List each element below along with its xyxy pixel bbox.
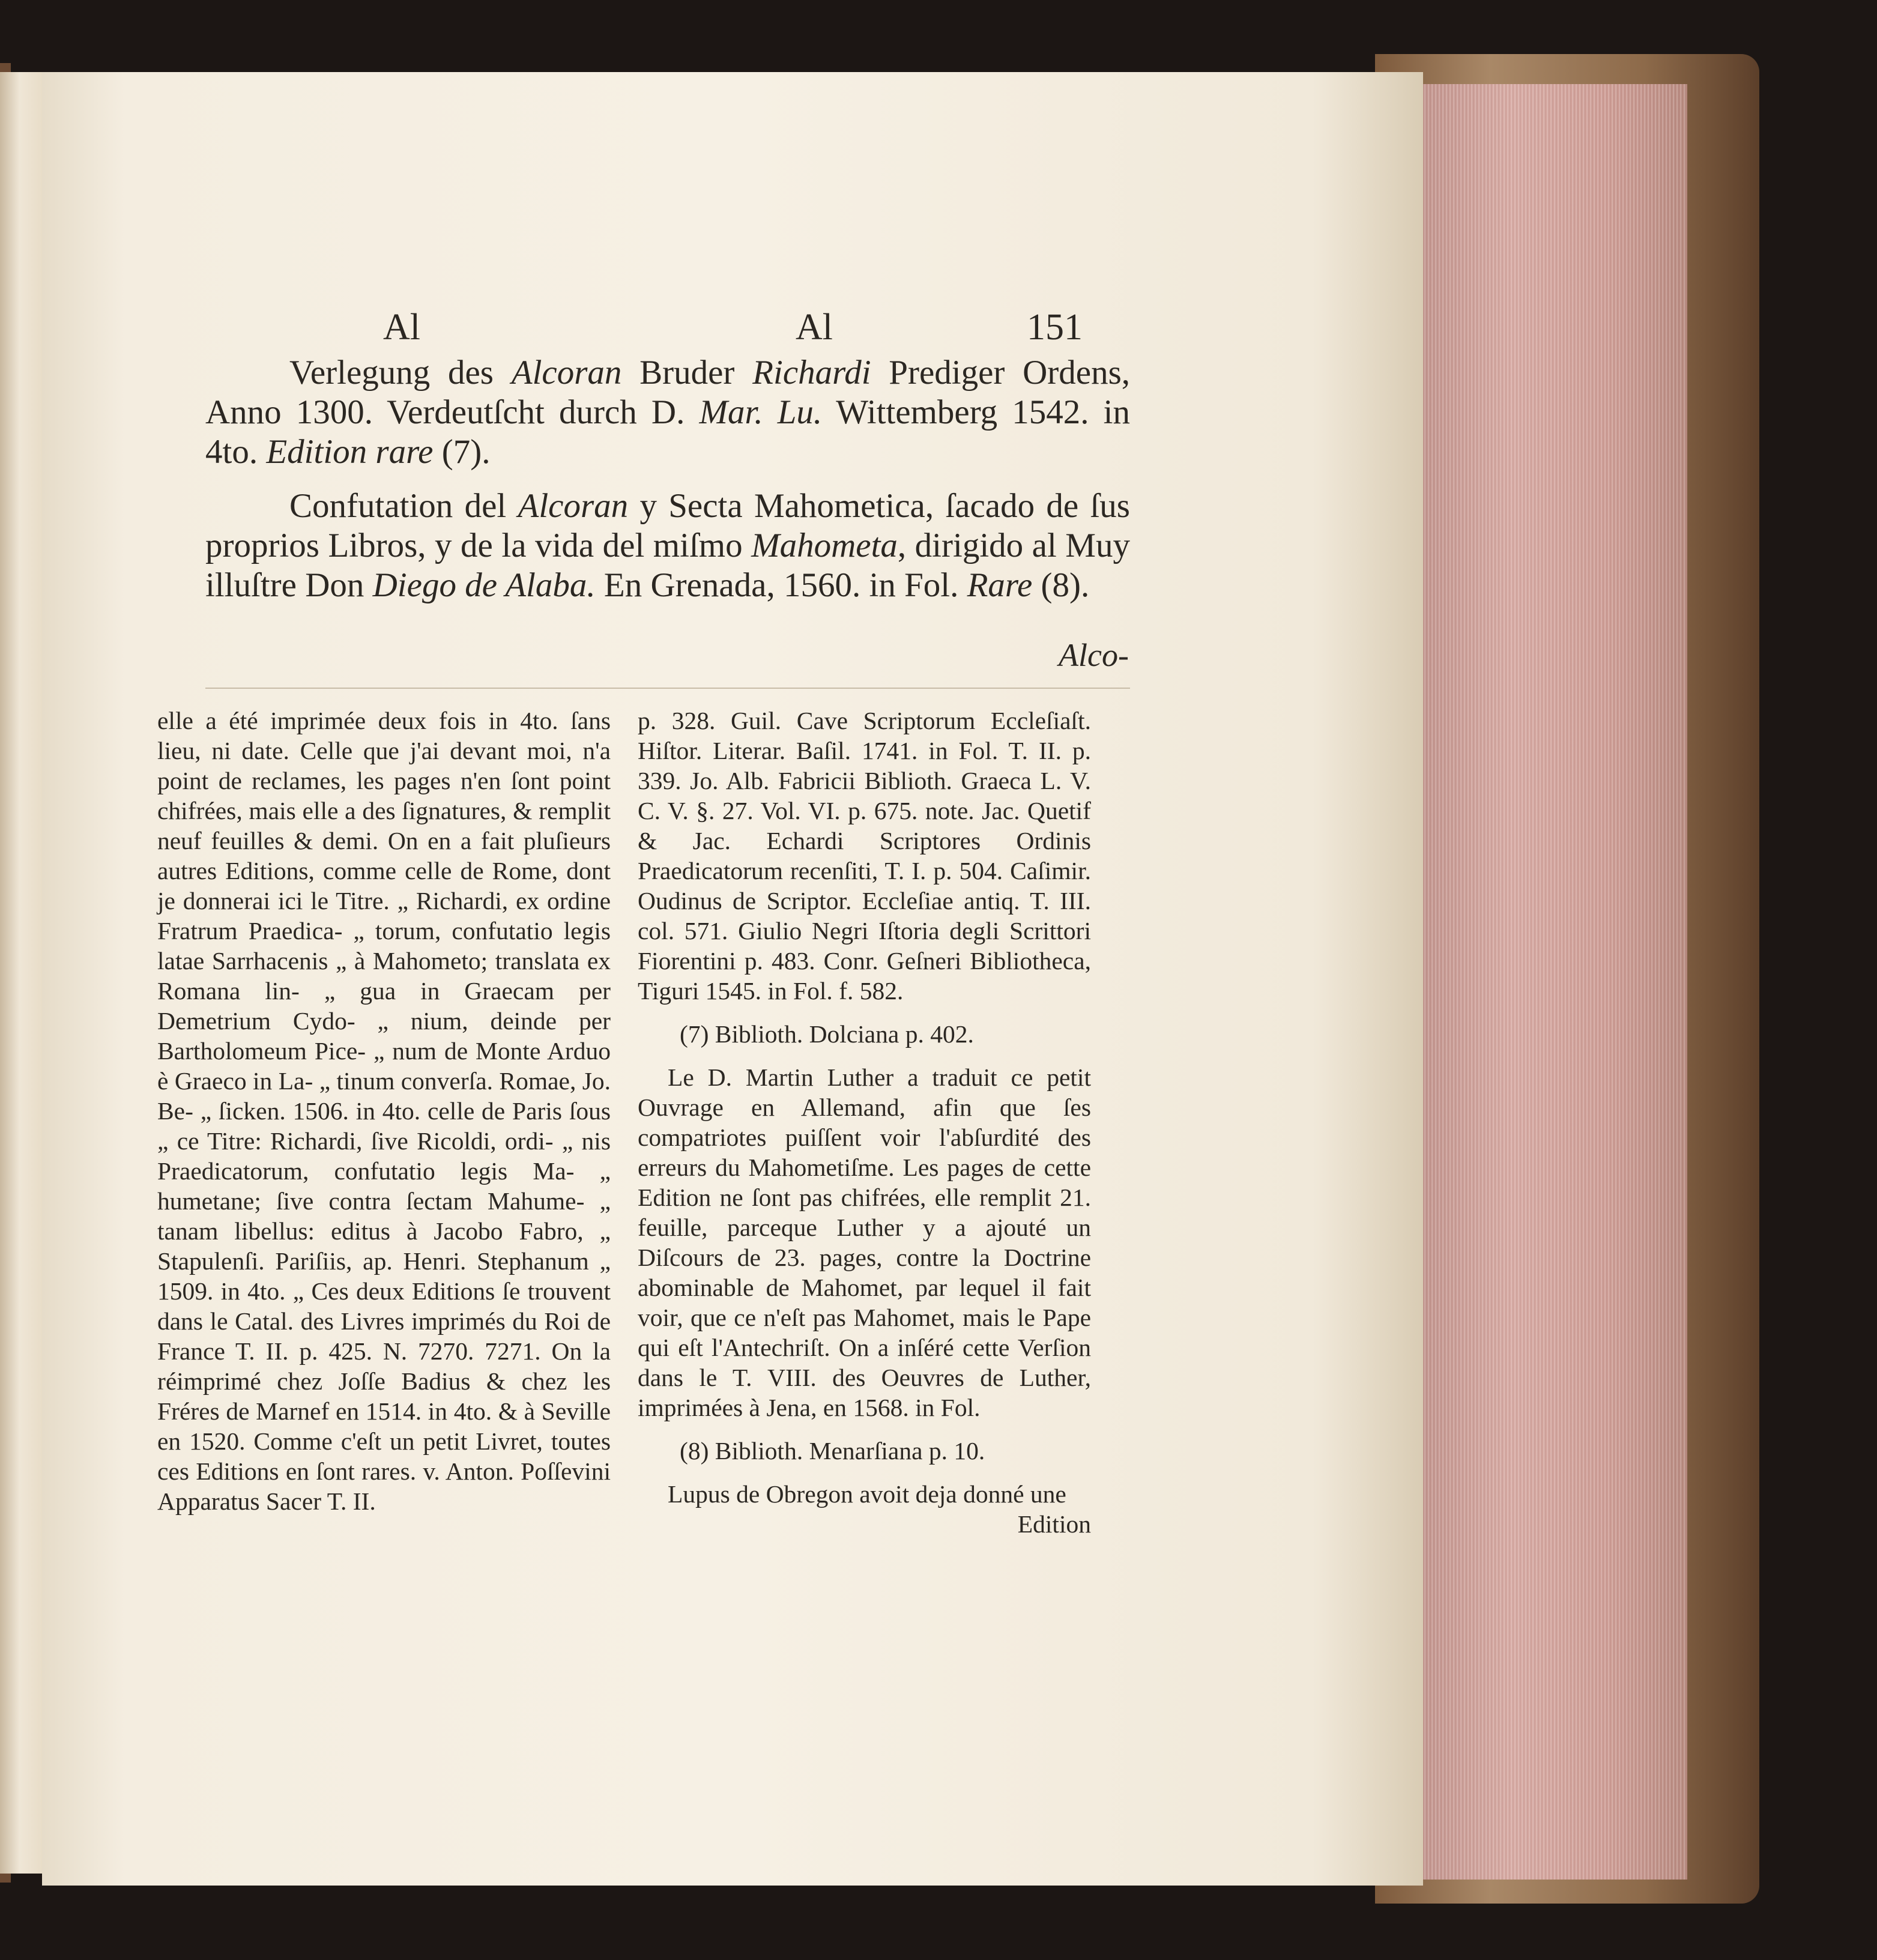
running-head-left: Al — [383, 307, 420, 348]
entry-text: Bruder — [621, 354, 753, 392]
entry-text: (7). — [433, 433, 491, 471]
entry-text: , dirigido al Muy illuſtre Don — [205, 527, 1130, 604]
catchword: Alco- — [1059, 637, 1129, 673]
entry-italic: Mar. Lu. — [699, 393, 823, 431]
entry-text: Verlegung des — [289, 354, 512, 392]
footnote-rule — [205, 688, 1130, 689]
entry-text: (8). — [1032, 566, 1090, 604]
entry-italic: Alcoran — [511, 354, 622, 392]
running-head-center: Al — [796, 307, 833, 348]
entry-italic: Edition rare — [266, 433, 434, 471]
bibliography-entry — [205, 486, 1130, 605]
entry-italic: Mahometa — [751, 527, 898, 564]
entry-italic: Richardi — [752, 354, 871, 392]
entry-text: En Grenada, 1560. in Fol. — [595, 566, 967, 604]
footnote-text: elle a été imprimée deux fois in 4to. ſans lieu, ni date. Celle que j'ai devant moi, n'a point de reclames, les pages n'en ſont point chifrées, mais elle a des ſignatures, & remplit neuf feuilles & demi. On en a fait pluſieurs autres Editions, comme celle de Rome, dont je donnerai ici le Titre. „ Richardi, ex ordine Fratrum Praedica- „ torum, confutatio legis latae Sarrhacenis „ à Mahometo; translata ex Romana lin- „ gua in Graecam per Demetrium Cydo- „ nium, deinde per Bartholomeum Pice- „ num de Monte Arduo è Graeco in La- „ tinum converſa. Romae, Jo. Be- „ ſicken. 1506. in 4to. celle de Paris ſous „ ce Titre: Richardi, ſive Ricoldi, ordi- „ nis Praedicatorum, confutatio legis Ma- „ humetane; ſive contra ſectam Mahume- „ tanam libellus: editus à Jacobo Fabro, „ Stapulenſi. Pariſiis, ap. Henri. Stephanum „ 1509. in 4to. „ Ces deux Editions ſe trouvent dans le Catal. des Livres imprimés du Roi de France T. II. p. 425. N. 7270. 7271. On la réimprimé chez Joſſe Badius & chez les Fréres de Marnef en 1514. in 4to. & à Seville en 1520. Comme c'eſt un petit Livret, toutes ces Editions en ſont rares. v. Anton. Poſſevini Apparatus Sacer T. II. — [157, 707, 611, 1515]
entry-text: y Secta Mahometica, ſacado de ſus proprios Libros, y de la vida del miſmo — [205, 487, 1130, 564]
entry-italic: Alcoran — [518, 487, 629, 525]
footnote-text: Lupus de Obregon avoit deja donné une — [668, 1480, 1066, 1508]
footnote-column-right — [638, 706, 1091, 1539]
page-text — [42, 72, 1423, 1886]
book-page — [42, 72, 1423, 1886]
bibliography-entry — [205, 353, 1130, 472]
entry-text: Confutation del — [289, 487, 518, 525]
footnote-heading: (8) Biblioth. Menarſiana p. 10. — [680, 1437, 985, 1465]
entry-italic: Rare — [967, 566, 1033, 604]
footnote-text: p. 328. Guil. Cave Scriptorum Eccleſiaſt. Hiſtor. Literar. Baſil. 1741. in Fol. T. II. p. 339. Jo. Alb. Fabricii Biblioth. Graeca L. V. C. V. §. 27. Vol. VI. p. 675. note. Jac. Quetif & Jac. Echardi Scriptores Ordinis Praedicatorum recenſiti, T. I. p. 504. Caſimir. Oudinus de Scriptor. Eccleſiae antiq. T. III. col. 571. Giulio Negri Iſtoria degli Scrittori Fiorentini p. 483. Conr. Geſneri Bibliotheca, Tiguri 1545. in Fol. f. 582. — [638, 707, 1091, 1005]
footnote-text: Le D. Martin Luther a traduit ce petit Ouvrage en Allemand, afin que ſes compatriotes puiſſent voir l'abſurdité des erreurs du Mahometiſme. Les pages de cette Edition ne ſont pas chifrées, elle remplit 21. feuille, parceque Luther y a ajouté un Diſcours de 23. pages, contre la Doctrine abominable de Mahomet, par lequel il fait voir, que ce n'eſt pas Mahomet, mais le Pape qui eſt l'Antechriſt. On a inſéré cette Verſion dans le T. VIII. des Oeuvres de Luther, imprimées à Jena, en 1568. in Fol. — [638, 1063, 1091, 1421]
footnote-column-left — [157, 706, 611, 1516]
page-fore-edge — [1417, 84, 1687, 1880]
page-number: 151 — [1027, 307, 1083, 348]
entry-italic: Diego de Alaba. — [372, 566, 596, 604]
entry-text: Prediger Ordens, Anno 1300. Verdeutſcht durch D. — [205, 354, 1131, 431]
footnote-heading: (7) Biblioth. Dolciana p. 402. — [680, 1020, 974, 1048]
catchword: Edition — [1017, 1510, 1091, 1538]
entry-text: Wittemberg 1542. in 4to. — [205, 393, 1131, 471]
